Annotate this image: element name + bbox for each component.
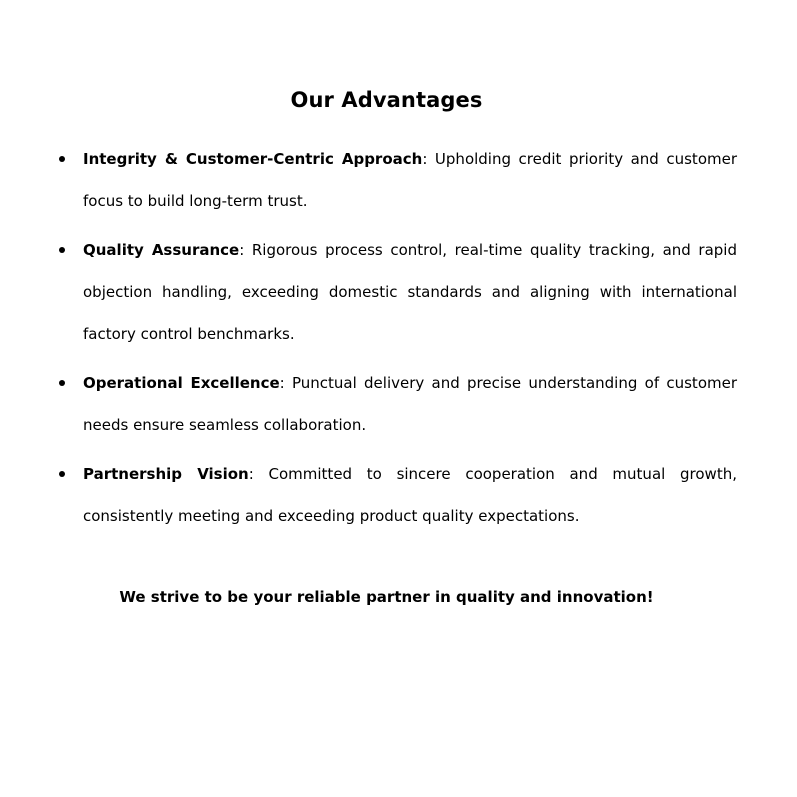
advantage-description: : Punctual delivery and precise understanding of customer needs ensure seamless collaboration. xyxy=(83,374,737,434)
advantage-term: Operational Excellence xyxy=(83,374,280,392)
advantage-description: : Rigorous process control, real-time quality tracking, and rapid objection handling, exceeding domestic standards and aligning with international factory control benchmarks. xyxy=(83,241,737,343)
advantage-term: Integrity & Customer-Centric Approach xyxy=(83,150,423,168)
advantage-term: Quality Assurance xyxy=(83,241,240,259)
advantage-term: Partnership Vision xyxy=(83,465,249,483)
list-item-quality-assurance xyxy=(0,229,797,355)
bullet-icon xyxy=(59,471,65,477)
page-title: Our Advantages xyxy=(290,88,483,112)
closing-statement: We strive to be your reliable partner in quality and innovation! xyxy=(119,588,654,606)
bullet-icon xyxy=(59,380,65,386)
advantage-description: : Upholding credit priority and customer focus to build long-term trust. xyxy=(83,150,737,210)
advantage-description: : Committed to sincere cooperation and mutual growth, consistently meeting and exceeding product quality expectations. xyxy=(83,465,737,525)
bullet-icon xyxy=(59,156,65,162)
bullet-icon xyxy=(59,247,65,253)
list-item-integrity xyxy=(0,138,797,222)
list-item-operational-excellence xyxy=(0,362,797,446)
advantages-list xyxy=(0,138,797,544)
list-item-partnership-vision xyxy=(0,453,797,537)
